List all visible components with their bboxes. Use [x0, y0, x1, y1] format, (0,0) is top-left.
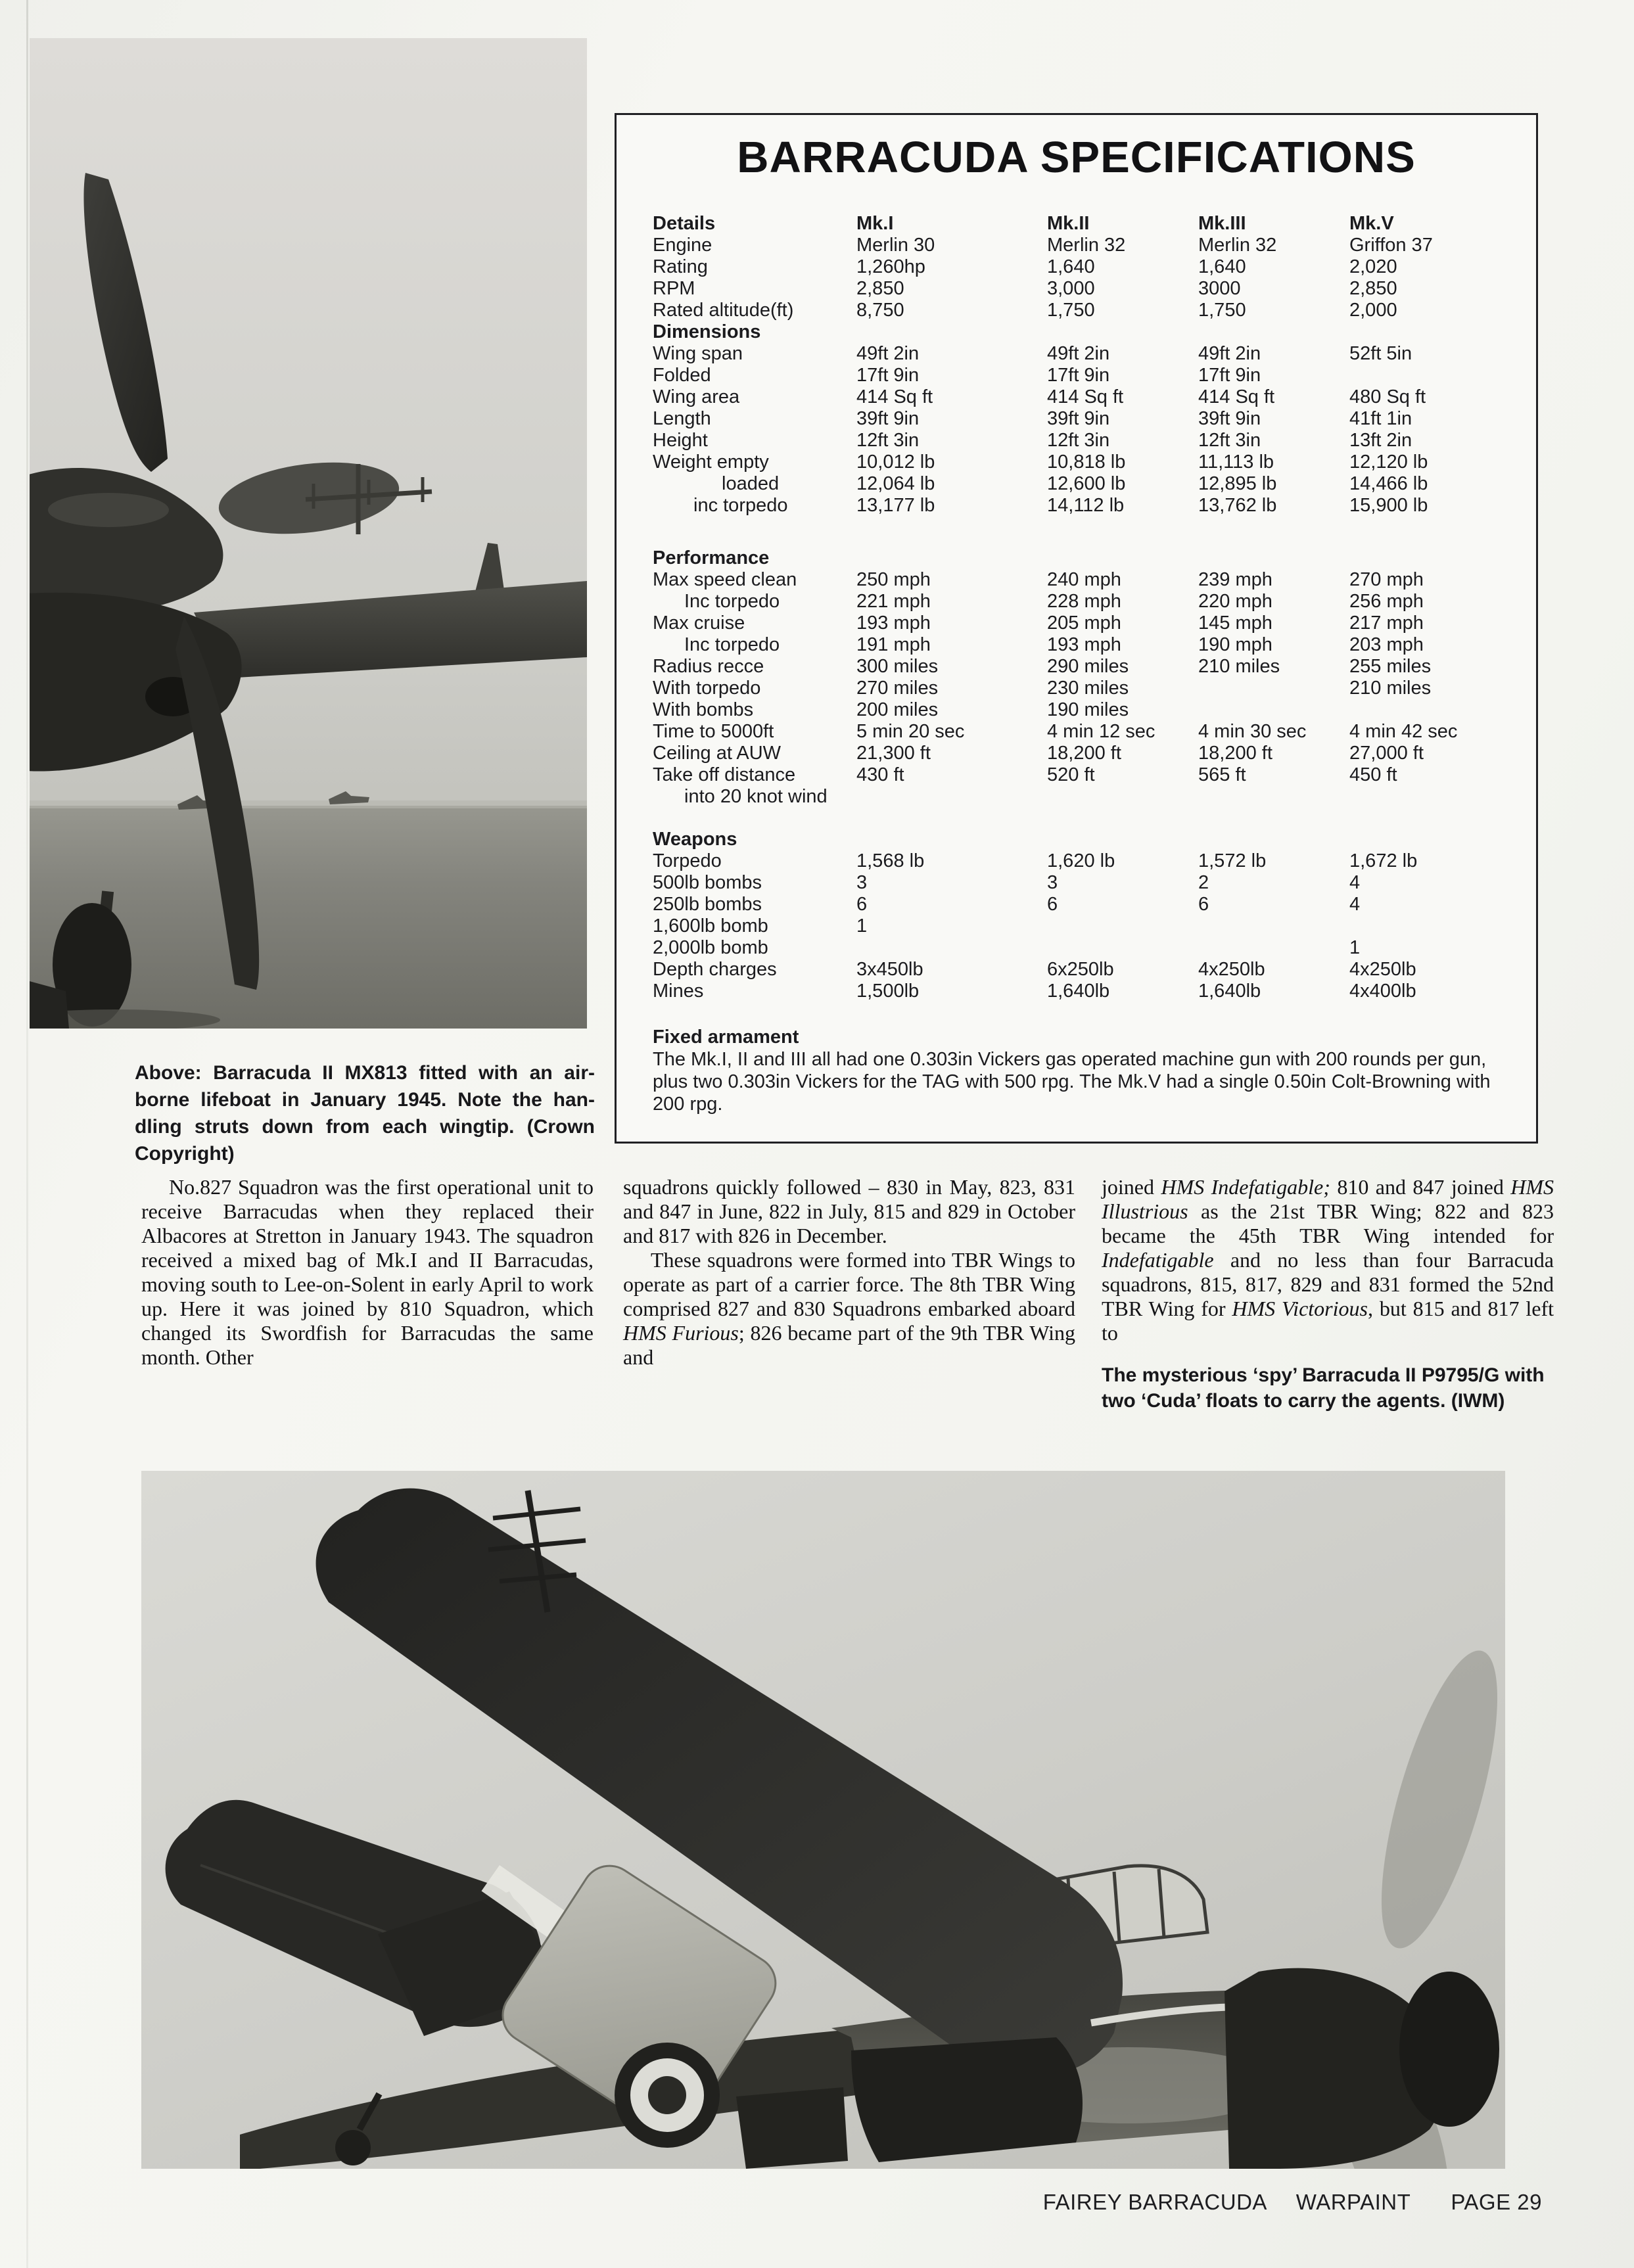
spec-cell: 1,500lb [856, 981, 920, 1002]
flight-photo-illustration [141, 1471, 1505, 2169]
spec-row [653, 850, 1536, 872]
fixed-armament-section [617, 1026, 1536, 1115]
spec-cell: 4 [1349, 894, 1361, 915]
spec-row [653, 408, 1536, 430]
spec-cell: inc torpedo [693, 495, 788, 516]
spec-cell: 3000 [1198, 278, 1241, 299]
spec-cell: 145 mph [1198, 613, 1272, 634]
spec-header-row [653, 213, 1536, 235]
spec-cell [856, 786, 1047, 808]
spec-cell: 12ft 3in [1198, 430, 1261, 451]
spec-cell: Mk.III [1198, 213, 1246, 234]
spec-cell: 240 mph [1047, 569, 1121, 590]
spec-cell: 6 [1198, 894, 1209, 915]
spec-cell: Mk.I [856, 213, 894, 234]
flight-photo-caption: The mysterious ‘spy’ Barracuda II P9795/G with two ‘Cuda’ floats to carry the agents. (IWM) [1102, 1364, 1545, 1412]
spec-cell: 1,640 [1198, 256, 1246, 277]
spec-cell: 4 [1349, 872, 1361, 893]
flight-photo-spy-barracuda [141, 1471, 1505, 2169]
spec-cell: 190 mph [1198, 634, 1272, 655]
spec-cell: 4 min 12 sec [1047, 721, 1155, 742]
spec-cell: 27,000 ft [1349, 743, 1424, 764]
underslung-float [851, 2037, 1083, 2162]
spec-cell: Engine [653, 235, 712, 256]
spec-cell: 414 Sq ft [856, 386, 933, 407]
spec-cell [1349, 699, 1536, 721]
spec-cell: 15,900 lb [1349, 495, 1428, 516]
spec-row [653, 235, 1536, 256]
spec-cell: 1,640lb [1198, 981, 1261, 1002]
spec-cell: 3x450lb [856, 959, 923, 980]
spec-cell [1047, 915, 1198, 937]
spec-cell: With bombs [653, 699, 754, 720]
spec-cell: 18,200 ft [1047, 743, 1121, 764]
spec-cell: 2,850 [1349, 278, 1397, 299]
spec-cell: 480 Sq ft [1349, 386, 1426, 407]
left-photo-illustration [30, 38, 587, 1029]
spec-cell: Wing area [653, 386, 740, 407]
spec-cell: 11,113 lb [1198, 451, 1274, 473]
ship-name-italic: HMS Indefatigable; [1161, 1175, 1330, 1199]
spec-cell: 1,568 lb [856, 850, 925, 871]
spec-cell: 39ft 9in [1198, 408, 1261, 429]
spec-cell: 270 mph [1349, 569, 1424, 590]
spec-cell [856, 937, 1047, 959]
spec-cell: 13ft 2in [1349, 430, 1412, 451]
ship-name-italic: Indefatigable [1102, 1248, 1214, 1272]
spec-cell: Length [653, 408, 711, 429]
spec-cell: Merlin 32 [1198, 235, 1277, 256]
spec-row [653, 343, 1536, 365]
spec-cell: 12,895 lb [1198, 473, 1277, 494]
spec-cell: Inc torpedo [684, 634, 780, 655]
spec-cell: 12,120 lb [1349, 451, 1428, 473]
spinner-highlight [48, 493, 169, 527]
spec-cell: 49ft 2in [856, 343, 920, 364]
spec-cell: 2,000 [1349, 300, 1397, 321]
spec-cell: 21,300 ft [856, 743, 931, 764]
spec-cell: Griffon 37 [1349, 235, 1433, 256]
spec-cell: Rating [653, 256, 708, 277]
spec-cell: 12ft 3in [856, 430, 920, 451]
spec-cell: 414 Sq ft [1198, 386, 1275, 407]
spec-cell: 8,750 [856, 300, 904, 321]
spec-cell [1047, 786, 1198, 808]
page-footer [0, 2190, 1542, 2215]
spec-cell: 4x250lb [1198, 959, 1265, 980]
spec-row [653, 699, 1536, 721]
spec-cell: 2,000lb bomb [653, 937, 768, 958]
spec-cell: Mk.II [1047, 213, 1090, 234]
spec-cell: Folded [653, 365, 711, 386]
spec-row [653, 365, 1536, 386]
spec-cell: 13,762 lb [1198, 495, 1277, 516]
spec-cell: Time to 5000ft [653, 721, 774, 742]
spec-cell [1198, 915, 1349, 937]
spec-cell: 17ft 9in [1047, 365, 1110, 386]
spec-cell: 200 miles [856, 699, 939, 720]
footer-series: WARPAINT [1296, 2190, 1411, 2214]
left-photo-caption [135, 1059, 595, 1167]
underslung-store [736, 2087, 848, 2169]
spec-cell: Max cruise [653, 613, 745, 634]
spec-row [653, 634, 1536, 656]
article-paragraph [623, 1248, 1075, 1370]
spec-cell: 4 min 30 sec [1198, 721, 1307, 742]
article-paragraph [1102, 1175, 1554, 1345]
spec-cell: 13,177 lb [856, 495, 935, 516]
spec-cell: 6 [1047, 894, 1058, 915]
spec-cell: 190 miles [1047, 699, 1129, 720]
article-text: joined [1102, 1175, 1161, 1199]
spec-cell: 39ft 9in [1047, 408, 1110, 429]
spec-cell: 203 mph [1349, 634, 1424, 655]
spec-cell: Weight empty [653, 451, 769, 473]
spec-cell: 2 [1198, 872, 1209, 893]
spec-cell: 500lb bombs [653, 872, 762, 893]
article-text: No.827 Squadron was the first operational unit to receive Barracudas when they replaced their Albacores at Stretton in January 1943. The squadron received a mixed bag of Mk.I and II Barracudas, moving south to Lee-on-Solent in early April to work up. Here it was joined by 810 Squadron, which changed its Swordfish for Barracudas the same month. Other [141, 1175, 594, 1369]
spec-cell: 12ft 3in [1047, 430, 1110, 451]
article-paragraph [623, 1175, 1075, 1248]
article-text: and no less than four Barracuda squadrons, 815, 817, 829 and 831 formed the 52nd TBR Wing for [1102, 1248, 1554, 1320]
spec-cell: 414 Sq ft [1047, 386, 1124, 407]
spec-cell [1198, 937, 1349, 959]
spec-cell: 205 mph [1047, 613, 1121, 634]
caption-line: Above: Barracuda II MX813 fitted with an air- [135, 1062, 595, 1084]
spec-cell: 1 [856, 915, 868, 937]
spec-row [653, 915, 1536, 937]
spec-cell: Mines [653, 981, 704, 1002]
spec-cell: 191 mph [856, 634, 931, 655]
photo-horizon [30, 800, 587, 808]
spec-cell: Wing span [653, 343, 743, 364]
spec-cell: 10,818 lb [1047, 451, 1126, 473]
spec-row [653, 764, 1536, 786]
spec-row [653, 613, 1536, 634]
spec-cell: 17ft 9in [856, 365, 920, 386]
spec-cell: 520 ft [1047, 764, 1095, 785]
spec-row [653, 656, 1536, 678]
spec-cell: 210 miles [1349, 678, 1432, 699]
article-text: as the 21st TBR Wing; 822 and 823 became the 45th TBR Wing intended for [1102, 1199, 1554, 1247]
spec-row [653, 591, 1536, 613]
spec-row [653, 430, 1536, 451]
article-text: 810 and 847 joined [1330, 1175, 1511, 1199]
footer-title: FAIREY BARRACUDA [1042, 2190, 1267, 2214]
spec-cell: into 20 knot wind [684, 786, 828, 807]
spec-cell: Take off distance [653, 764, 796, 785]
spec-row [653, 386, 1536, 408]
spec-row [653, 937, 1536, 959]
spinner-cone [1399, 1972, 1499, 2127]
spec-cell: 300 miles [856, 656, 939, 677]
spec-cell [1047, 937, 1198, 959]
spec-cell: 4 min 42 sec [1349, 721, 1458, 742]
footer-page-number: PAGE 29 [1451, 2190, 1542, 2214]
article-text: squadrons quickly followed – 830 in May, 823, 831 and 847 in June, 822 in July, 815 and 829 in October and 817 with 826 in December. [623, 1175, 1075, 1247]
article-column-2 [623, 1175, 1075, 1370]
spec-cell: 39ft 9in [856, 408, 920, 429]
spec-row [653, 473, 1536, 495]
spec-row [653, 786, 1536, 808]
tailwheel [335, 2130, 371, 2165]
spec-cell: 17ft 9in [1198, 365, 1261, 386]
spec-cell: 12,600 lb [1047, 473, 1126, 494]
spec-cell: 450 ft [1349, 764, 1397, 785]
spec-cell: 12,064 lb [856, 473, 935, 494]
spec-cell: 228 mph [1047, 591, 1121, 612]
spec-cell: Torpedo [653, 850, 722, 871]
spec-cell: 4x400lb [1349, 981, 1416, 1002]
spec-row [653, 721, 1536, 743]
spec-cell: 1,672 lb [1349, 850, 1418, 871]
spec-cell: 1 [1349, 937, 1361, 958]
spec-row [653, 256, 1536, 278]
spec-cell: 1,620 lb [1047, 850, 1115, 871]
spec-cell: 193 mph [856, 613, 931, 634]
spec-cell: 239 mph [1198, 569, 1272, 590]
spec-row [653, 569, 1536, 591]
spec-cell: 256 mph [1349, 591, 1424, 612]
spec-row [653, 743, 1536, 764]
spec-row [653, 495, 1536, 517]
spec-cell: 49ft 2in [1047, 343, 1110, 364]
ship-name-italic: HMS Illustrious [1102, 1175, 1554, 1223]
spec-cell: Max speed clean [653, 569, 797, 590]
spec-section-heading: Performance [653, 547, 770, 568]
spec-cell: Rated altitude(ft) [653, 300, 794, 321]
article-text: ; 826 became part of the 9th TBR Wing and [623, 1321, 1076, 1369]
spec-table-title: BARRACUDA SPECIFICATIONS [737, 133, 1416, 182]
specifications-table [615, 113, 1538, 1144]
spec-cell: Ceiling at AUW [653, 743, 782, 764]
spec-cell: 1,600lb bomb [653, 915, 768, 937]
spec-cell: 6 [856, 894, 868, 915]
spec-row [653, 678, 1536, 699]
spec-cell: 52ft 5in [1349, 343, 1412, 364]
spec-cell [1198, 786, 1349, 808]
spec-cell: Inc torpedo [684, 591, 780, 612]
spec-row [653, 981, 1536, 1002]
page-fold-scan-line [26, 0, 28, 2268]
spec-cell: 4x250lb [1349, 959, 1416, 980]
spec-cell: 10,012 lb [856, 451, 935, 473]
spec-cell: 1,750 [1047, 300, 1095, 321]
spec-cell: 220 mph [1198, 591, 1272, 612]
caption-line: borne lifeboat in January 1945. Note the han- [135, 1089, 595, 1111]
spec-cell: RPM [653, 278, 695, 299]
spec-cell: 14,112 lb [1047, 495, 1125, 516]
spec-cell: 41ft 1in [1349, 408, 1412, 429]
spec-row [653, 959, 1536, 981]
spec-cell: Radius recce [653, 656, 764, 677]
spec-cell: 210 miles [1198, 656, 1280, 677]
spec-cell: 250lb bombs [653, 894, 762, 915]
spec-cell: 1,572 lb [1198, 850, 1267, 871]
spec-cell [1198, 699, 1349, 721]
spec-cell: 193 mph [1047, 634, 1121, 655]
spec-cell: loaded [722, 473, 780, 494]
spec-row [653, 894, 1536, 915]
spec-cell: 5 min 20 sec [856, 721, 965, 742]
spec-cell: 14,466 lb [1349, 473, 1428, 494]
spec-row [653, 300, 1536, 321]
spec-cell: 3 [856, 872, 868, 893]
spec-cell: 250 mph [856, 569, 931, 590]
spec-cell: 2,020 [1349, 256, 1397, 277]
spec-cell: 2,850 [856, 278, 904, 299]
spec-row [653, 278, 1536, 300]
spec-cell: 230 miles [1047, 678, 1129, 699]
spec-cell: 217 mph [1349, 613, 1424, 634]
spec-cell [1349, 365, 1536, 386]
spec-cell: 6x250lb [1047, 959, 1114, 980]
spec-cell: 18,200 ft [1198, 743, 1272, 764]
spec-cell: Height [653, 430, 708, 451]
left-photo-barracuda-nose [30, 38, 587, 1029]
spec-cell: 430 ft [856, 764, 904, 785]
spec-rows [617, 213, 1536, 1002]
spec-cell: Merlin 30 [856, 235, 935, 256]
article-text: , but 815 and 817 left to [1102, 1297, 1554, 1345]
spec-cell: 255 miles [1349, 656, 1432, 677]
spec-cell: 3,000 [1047, 278, 1095, 299]
spec-cell: 221 mph [856, 591, 931, 612]
spec-cell: Mk.V [1349, 213, 1394, 234]
spec-cell: 270 miles [856, 678, 939, 699]
ship-name-italic: HMS Victorious [1232, 1297, 1368, 1320]
spec-cell: 1,750 [1198, 300, 1246, 321]
article-text: These squadrons were formed into TBR Wings to operate as part of a carrier force. The 8th TBR Wing comprised 827 and 830 Squadrons embarked aboard [623, 1248, 1075, 1320]
spec-cell: 1,640 [1047, 256, 1095, 277]
article-column-1 [141, 1175, 594, 1370]
spec-row [653, 451, 1536, 473]
spec-section-heading: Weapons [653, 829, 737, 850]
article-column-3 [1102, 1175, 1554, 1414]
spec-cell: 290 miles [1047, 656, 1129, 677]
spec-cell: 565 ft [1198, 764, 1246, 785]
fuselage-roundel [615, 2043, 720, 2148]
caption-line: Copyright) [135, 1143, 235, 1165]
fixed-armament-heading: Fixed armament [653, 1027, 799, 1048]
spec-section-heading: Dimensions [653, 321, 761, 342]
spec-cell: With torpedo [653, 678, 761, 699]
spec-cell [1349, 786, 1536, 808]
spec-cell [1198, 678, 1349, 699]
spec-cell [1349, 915, 1536, 937]
spec-row [653, 872, 1536, 894]
spec-cell: Merlin 32 [1047, 235, 1126, 256]
ship-name-italic: HMS Furious [623, 1321, 739, 1345]
article-paragraph [141, 1175, 594, 1370]
caption-line: dling struts down from each wingtip. (Crown [135, 1116, 595, 1138]
spec-cell: Depth charges [653, 959, 777, 980]
spec-cell: Details [653, 213, 716, 234]
fixed-armament-text: The Mk.I, II and III all had one 0.303in Vickers gas operated machine gun with 200 rounds per gun, plus two 0.303in Vickers for the TAG with 500 rpg. The Mk.V had a single 0.50in Colt-Browning with 200 rpg. [653, 1049, 1491, 1115]
spec-cell: 1,640lb [1047, 981, 1110, 1002]
spec-cell: 1,260hp [856, 256, 925, 277]
spec-cell: 3 [1047, 872, 1058, 893]
spec-cell: 49ft 2in [1198, 343, 1261, 364]
